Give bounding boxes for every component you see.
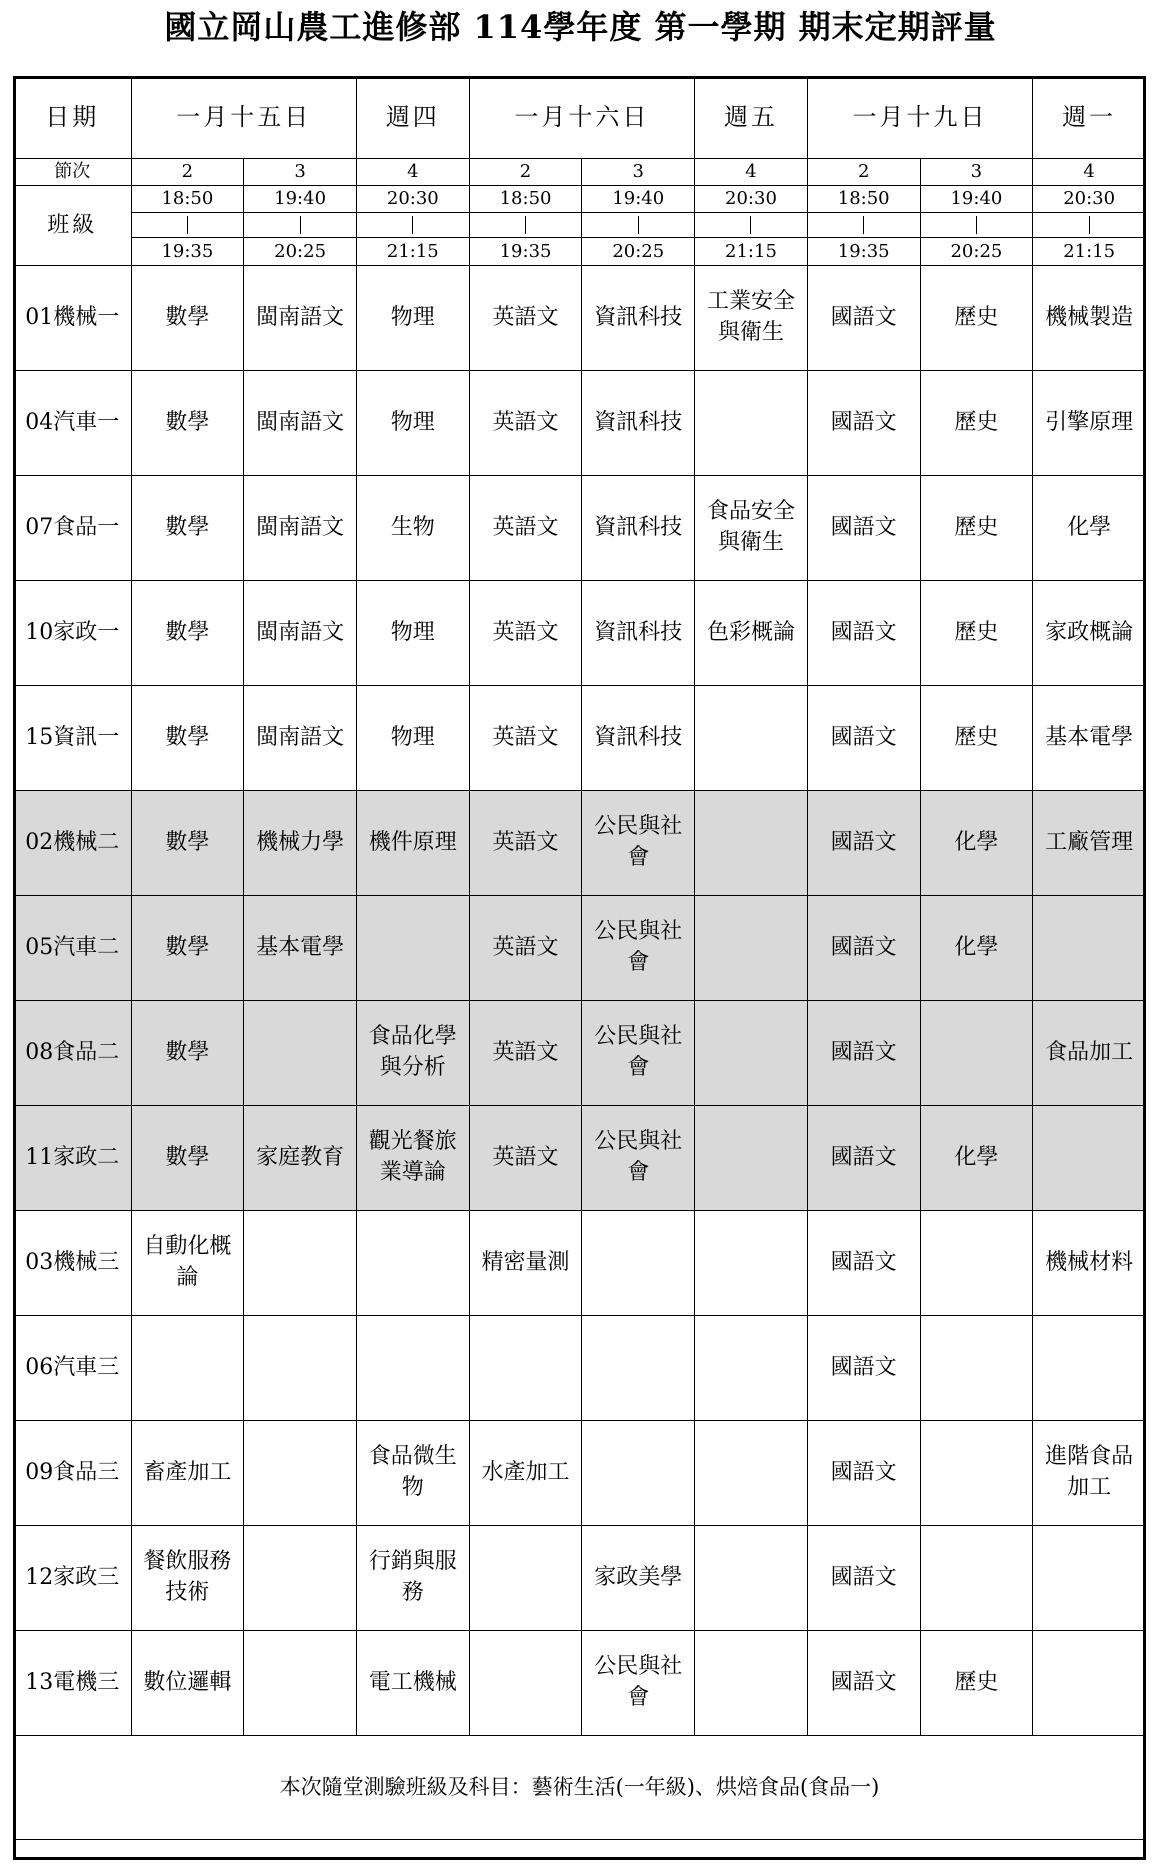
date-label: 日期: [14, 77, 132, 159]
class-name: 15資訊一: [14, 686, 132, 791]
exam-subject-cell: 英語文: [469, 896, 582, 1001]
exam-subject-cell: 物理: [356, 686, 469, 791]
exam-subject-cell: 英語文: [469, 791, 582, 896]
exam-subject-cell: 數學: [131, 266, 244, 371]
end-time: 19:35: [807, 238, 920, 266]
class-name: 02機械二: [14, 791, 132, 896]
day3-date: 一月十九日: [807, 77, 1032, 159]
exam-subject-cell: 國語文: [807, 476, 920, 581]
exam-subject-cell: 家庭教育: [244, 1106, 357, 1211]
exam-subject-cell: 國語文: [807, 896, 920, 1001]
exam-subject-cell: 工業安全與衛生: [695, 266, 808, 371]
exam-subject-cell: 數學: [131, 581, 244, 686]
exam-subject-cell: 電工機械: [356, 1631, 469, 1736]
start-time: 18:50: [807, 186, 920, 213]
exam-subject-cell: 歷史: [920, 476, 1033, 581]
exam-subject-cell: 英語文: [469, 1001, 582, 1106]
exam-subject-cell: 英語文: [469, 371, 582, 476]
class-name: 08食品二: [14, 1001, 132, 1106]
exam-subject-cell: 進階食品加工: [1033, 1421, 1146, 1526]
exam-subject-cell: 公民與社會: [582, 1106, 695, 1211]
exam-subject-cell: 國語文: [807, 266, 920, 371]
exam-subject-cell: 資訊科技: [582, 266, 695, 371]
exam-subject-cell: 資訊科技: [582, 686, 695, 791]
exam-subject-cell: 基本電學: [1033, 686, 1146, 791]
exam-subject-cell: 生物: [356, 476, 469, 581]
exam-subject-cell: 國語文: [807, 1106, 920, 1211]
exam-subject-cell: 國語文: [807, 791, 920, 896]
exam-subject-cell: 歷史: [920, 266, 1033, 371]
exam-subject-cell: 閩南語文: [244, 581, 357, 686]
start-time: 19:40: [582, 186, 695, 213]
class-name: 03機械三: [14, 1211, 132, 1316]
exam-subject-cell: 英語文: [469, 476, 582, 581]
start-time: 20:30: [1033, 186, 1146, 213]
exam-subject-cell: 閩南語文: [244, 686, 357, 791]
exam-subject-cell: 數學: [131, 1106, 244, 1211]
exam-subject-cell: 國語文: [807, 686, 920, 791]
class-name: 04汽車一: [14, 371, 132, 476]
day2-date: 一月十六日: [469, 77, 694, 159]
end-time: 21:15: [695, 238, 808, 266]
exam-subject-cell: 公民與社會: [582, 896, 695, 1001]
table-outer-border: [13, 76, 1146, 1860]
exam-subject-cell: 物理: [356, 266, 469, 371]
class-name: 11家政二: [14, 1106, 132, 1211]
exam-subject-cell: 國語文: [807, 1001, 920, 1106]
exam-subject-cell: 數學: [131, 1001, 244, 1106]
exam-subject-cell: 公民與社會: [582, 791, 695, 896]
exam-subject-cell: 國語文: [807, 1211, 920, 1316]
exam-subject-cell: 精密量測: [469, 1211, 582, 1316]
exam-subject-cell: 國語文: [807, 1316, 920, 1421]
exam-subject-cell: 化學: [920, 1106, 1033, 1211]
exam-subject-cell: 機械力學: [244, 791, 357, 896]
exam-subject-cell: 畜產加工: [131, 1421, 244, 1526]
exam-subject-cell: 餐飲服務技術: [131, 1526, 244, 1631]
exam-subject-cell: 機械材料: [1033, 1211, 1146, 1316]
exam-subject-cell: 歷史: [920, 686, 1033, 791]
period-number: 4: [1033, 159, 1146, 186]
period-number: 4: [356, 159, 469, 186]
exam-subject-cell: 英語文: [469, 266, 582, 371]
exam-subject-cell: 數學: [131, 371, 244, 476]
class-name: 12家政三: [14, 1526, 132, 1631]
exam-subject-cell: 物理: [356, 371, 469, 476]
exam-subject-cell: 色彩概論: [695, 581, 808, 686]
exam-subject-cell: 國語文: [807, 1631, 920, 1736]
exam-subject-cell: 觀光餐旅業導論: [356, 1106, 469, 1211]
page-title: 國立岡山農工進修部 114學年度 第一學期 期末定期評量: [164, 8, 997, 46]
exam-subject-cell: 國語文: [807, 1526, 920, 1631]
period-number: 2: [469, 159, 582, 186]
day3-weekday: 週一: [1033, 77, 1146, 159]
exam-subject-cell: 機件原理: [356, 791, 469, 896]
class-name: 05汽車二: [14, 896, 132, 1001]
class-label: 班級: [14, 186, 132, 266]
start-time: 18:50: [469, 186, 582, 213]
exam-subject-cell: 基本電學: [244, 896, 357, 1001]
exam-subject-cell: 食品微生物: [356, 1421, 469, 1526]
exam-subject-cell: 閩南語文: [244, 266, 357, 371]
exam-subject-cell: 食品加工: [1033, 1001, 1146, 1106]
exam-subject-cell: 英語文: [469, 581, 582, 686]
exam-subject-cell: 化學: [920, 791, 1033, 896]
exam-subject-cell: 行銷與服務: [356, 1526, 469, 1631]
exam-subject-cell: 食品安全與衛生: [695, 476, 808, 581]
exam-subject-cell: 國語文: [807, 1421, 920, 1526]
period-number: 2: [131, 159, 244, 186]
day2-weekday: 週五: [695, 77, 808, 159]
period-number: 3: [582, 159, 695, 186]
exam-subject-cell: 資訊科技: [582, 581, 695, 686]
day1-weekday: 週四: [356, 77, 469, 159]
exam-subject-cell: 歷史: [920, 581, 1033, 686]
class-name: 07食品一: [14, 476, 132, 581]
exam-subject-cell: 歷史: [920, 371, 1033, 476]
end-time: 21:15: [1033, 238, 1146, 266]
exam-subject-cell: 英語文: [469, 1106, 582, 1211]
exam-subject-cell: 工廠管理: [1033, 791, 1146, 896]
start-time: 20:30: [356, 186, 469, 213]
footer-note: 本次隨堂測驗班級及科目：藝術生活(一年級)、烘焙食品(食品一): [14, 1736, 1146, 1840]
class-name: 13電機三: [14, 1631, 132, 1736]
exam-subject-cell: 食品化學與分析: [356, 1001, 469, 1106]
exam-subject-cell: 數學: [131, 791, 244, 896]
exam-subject-cell: 公民與社會: [582, 1001, 695, 1106]
exam-subject-cell: 公民與社會: [582, 1631, 695, 1736]
exam-subject-cell: 國語文: [807, 371, 920, 476]
period-number: 3: [920, 159, 1033, 186]
start-time: 18:50: [131, 186, 244, 213]
exam-subject-cell: 閩南語文: [244, 476, 357, 581]
day1-date: 一月十五日: [131, 77, 356, 159]
exam-subject-cell: 家政美學: [582, 1526, 695, 1631]
class-name: 06汽車三: [14, 1316, 132, 1421]
exam-subject-cell: 化學: [1033, 476, 1146, 581]
exam-subject-cell: 數學: [131, 476, 244, 581]
exam-subject-cell: 物理: [356, 581, 469, 686]
exam-subject-cell: 數學: [131, 896, 244, 1001]
period-number: 4: [695, 159, 808, 186]
exam-subject-cell: 水產加工: [469, 1421, 582, 1526]
class-name: 01機械一: [14, 266, 132, 371]
end-time: 20:25: [582, 238, 695, 266]
period-number: 3: [244, 159, 357, 186]
end-time: 20:25: [244, 238, 357, 266]
class-name: 10家政一: [14, 581, 132, 686]
exam-subject-cell: 機械製造: [1033, 266, 1146, 371]
exam-subject-cell: 數學: [131, 686, 244, 791]
class-name: 09食品三: [14, 1421, 132, 1526]
period-number: 2: [807, 159, 920, 186]
exam-subject-cell: 數位邏輯: [131, 1631, 244, 1736]
exam-subject-cell: 英語文: [469, 686, 582, 791]
end-time: 21:15: [356, 238, 469, 266]
exam-subject-cell: 國語文: [807, 581, 920, 686]
start-time: 19:40: [244, 186, 357, 213]
exam-subject-cell: 自動化概論: [131, 1211, 244, 1316]
start-time: 20:30: [695, 186, 808, 213]
exam-subject-cell: 家政概論: [1033, 581, 1146, 686]
end-time: 20:25: [920, 238, 1033, 266]
start-time: 19:40: [920, 186, 1033, 213]
exam-subject-cell: 引擎原理: [1033, 371, 1146, 476]
end-time: 19:35: [131, 238, 244, 266]
end-time: 19:35: [469, 238, 582, 266]
exam-subject-cell: 資訊科技: [582, 371, 695, 476]
exam-subject-cell: 閩南語文: [244, 371, 357, 476]
exam-subject-cell: 資訊科技: [582, 476, 695, 581]
exam-subject-cell: 化學: [920, 896, 1033, 1001]
exam-subject-cell: 歷史: [920, 1631, 1033, 1736]
period-label: 節次: [14, 159, 132, 186]
